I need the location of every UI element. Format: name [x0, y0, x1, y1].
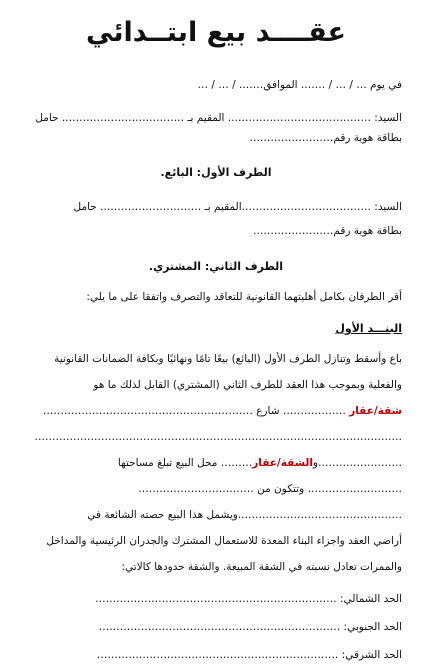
agreement-text: أقر الطرفان بكامل أهليتهما القانونية للتعاقد والتصرف واتفقا على ما يلي: [86, 291, 402, 303]
date-line: في يوم … / … / ……. الموافق……. / … / … [197, 79, 402, 91]
clause-1-line-6: ……………………… وتتكون من …………………………… [138, 483, 402, 495]
first-party-line-1: السيد: ………………………………….. المقيم بـ …………………………….. حامل [35, 112, 402, 124]
address-blank: ……………………و [312, 457, 402, 469]
property-type-label: شقة/عقار [349, 405, 402, 417]
clause-1-line-3 [0, 404, 432, 418]
clause-1-line-5 [0, 456, 432, 470]
first-party-line-2: بطاقة هوية رقم…………………… [249, 132, 402, 144]
area-text: ……… محل البيع تبلغ مساحتها [117, 457, 253, 469]
clause-1-heading: البنـــد الأول [335, 322, 402, 335]
document-title: عقــــد بيع ابتــدائي [86, 17, 346, 48]
clause-1-line-1: باع وأسقط وتنازل الطرف الأول (البائع) بيعًا تامًا ونهائيًا وبكافة الضمانات القانونية [54, 353, 402, 365]
clause-1-line-8: أراضي العقد واجزاء البناء المعدة للاستعمال المشترك والجدران الرئيسية والمداخل [46, 535, 402, 547]
south-border-line: الحد الجنوبي: …………………………………………………………… [98, 621, 402, 633]
seller-heading: الطرف الأول: البائع. [160, 166, 272, 179]
clause-1-line-2: والفعلية وبموجب هذا العقد للطرف الثاني (المشتري) القابل لذلك ما هو [93, 379, 402, 391]
north-border-line: الحد الشمالي: …………………………………………………………… [95, 593, 402, 605]
buyer-heading: الطرف الثاني: المشتري. [148, 260, 284, 273]
clause-1-line-7: ………………………………………..ويشمل هذا البيع حصته الشائعة في [87, 509, 402, 521]
clause-1-line-4: …………………………………………………………………………………………… [34, 431, 402, 443]
property-street-blank: ……………… شارع …………………………………………………… [42, 405, 350, 417]
property-type-label-2: الشقة/عقار [252, 457, 313, 469]
clause-1-line-9: والممرات تعادل نسبته في الشقة المبيعة. والشقة حدودها كالاتي: [121, 561, 402, 573]
seller-line-2: بطاقة هوية رقم………………….. [253, 225, 402, 237]
seller-line-1: السيد: ……………………………….المقيم بـ ……………………….. حامل [73, 201, 402, 213]
east-border-line: الحد الشرقي: …………………………………………………………… [96, 649, 402, 661]
